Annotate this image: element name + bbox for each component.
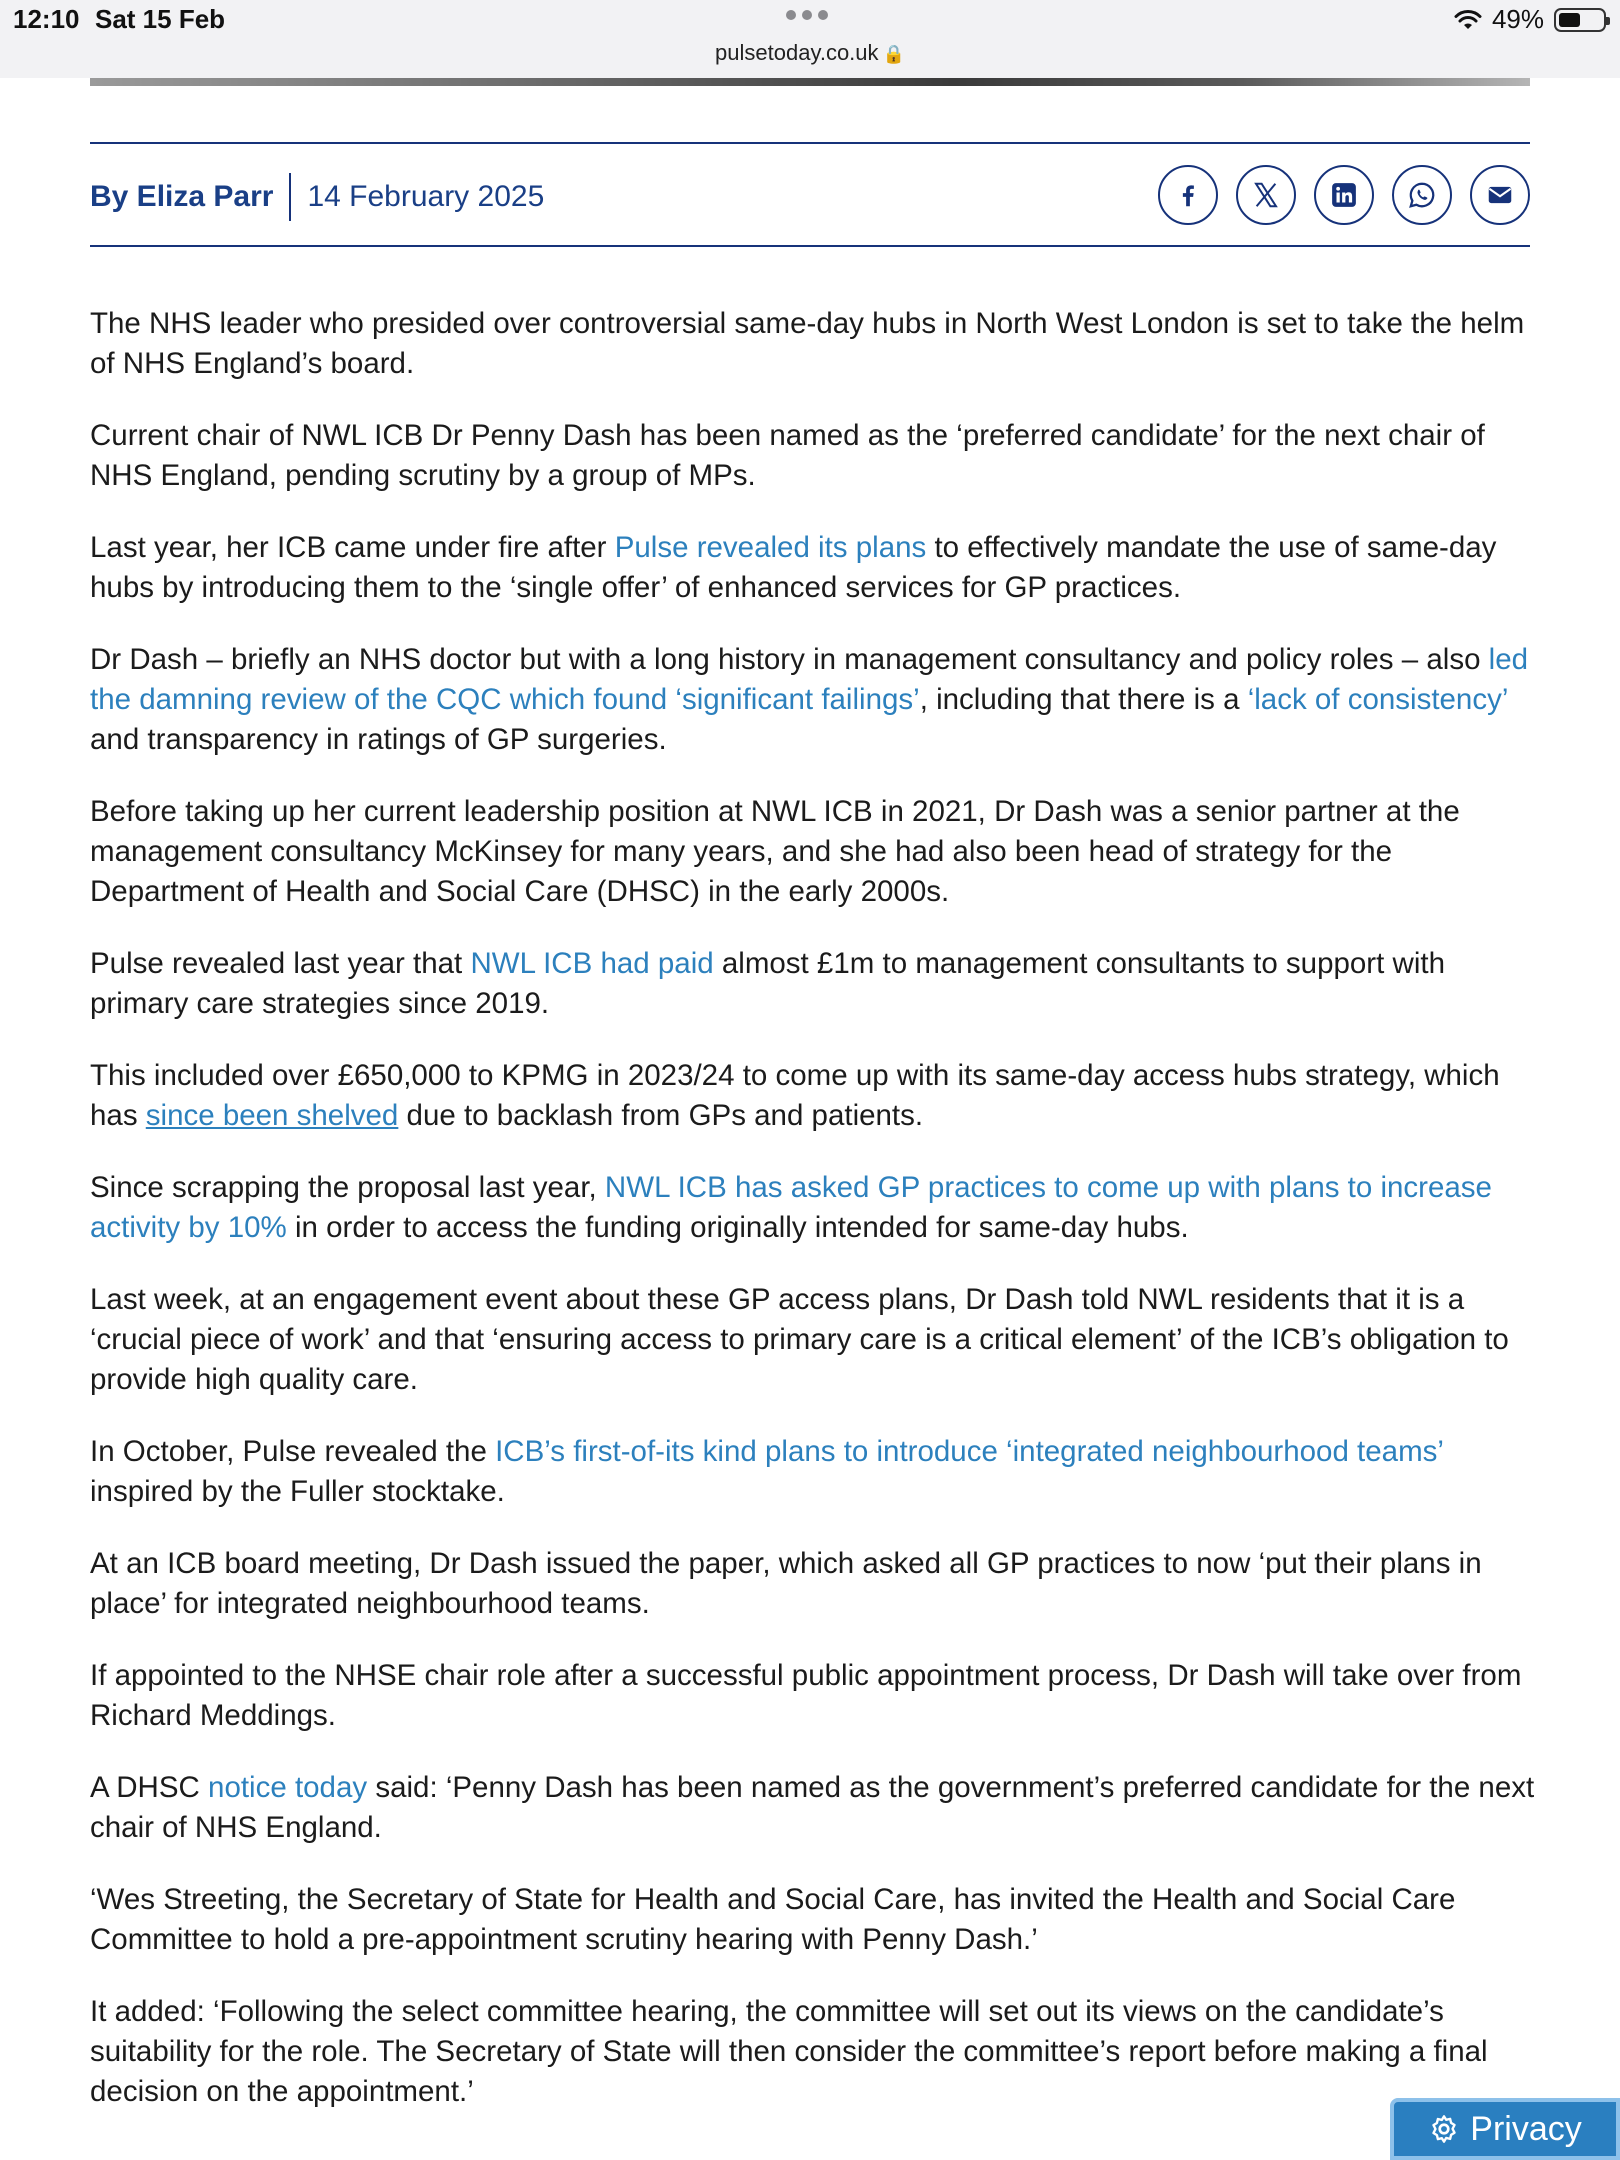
- linkedin-icon: [1329, 180, 1359, 210]
- byline: [90, 172, 544, 222]
- x-icon: [1251, 180, 1281, 210]
- privacy-label: Privacy: [1470, 2109, 1582, 2148]
- article-paragraph: Since scrapping the proposal last year, NWL ICB has asked GP practices to come up with plans to increase activity by 10% in order to access the funding originally intended for same-day hubs.: [90, 1171, 1492, 1244]
- facebook-icon: [1173, 180, 1203, 210]
- share-linkedin-button[interactable]: [1314, 165, 1374, 225]
- article-body: [90, 304, 1540, 2144]
- url-text: pulsetoday.co.uk: [715, 40, 879, 65]
- article-paragraph: In October, Pulse revealed the ICB’s first-of-its kind plans to introduce ‘integrated neighbourhood teams’ inspired by the Fuller stocktake.: [90, 1435, 1443, 1508]
- article-paragraph: A DHSC notice today said: ‘Penny Dash has been named as the government’s preferred candidate for the next chair of NHS England.: [90, 1771, 1535, 1844]
- article-paragraph: It added: ‘Following the select committee hearing, the committee will set out its views on the candidate’s suitability for the role. The Secretary of State will then consider the committee’s report before making a final decision on the appointment.’: [90, 1995, 1488, 2108]
- article-paragraph: Last year, her ICB came under fire after Pulse revealed its plans to effectively mandate the use of same-day hubs by introducing them to the ‘single offer’ of enhanced services for GP practices.: [90, 531, 1497, 604]
- article-paragraph: At an ICB board meeting, Dr Dash issued the paper, which asked all GP practices to now ‘put their plans in place’ for integrated neighbourhood teams.: [90, 1547, 1482, 1620]
- article-paragraph: The NHS leader who presided over controversial same-day hubs in North West London is set to take the helm of NHS England’s board.: [90, 307, 1525, 380]
- article-paragraph: Before taking up her current leadership position at NWL ICB in 2021, Dr Dash was a senior partner at the management consultancy McKinsey for many years, and she had also been head of strategy for the Department of Health and Social Care (DHSC) in the early 2000s.: [90, 795, 1460, 908]
- link-lack-of-consistency[interactable]: ‘lack of consistency’: [1247, 683, 1508, 716]
- address-bar[interactable]: [0, 40, 1620, 66]
- byline-top-rule: [90, 142, 1530, 144]
- link-nwl-icb-paid[interactable]: NWL ICB had paid: [470, 947, 714, 980]
- status-time: 12:10: [13, 4, 80, 34]
- link-increase-activity[interactable]: NWL ICB has asked GP practices to come up with plans to increase activity by 10%: [90, 1171, 1492, 1244]
- gear-icon: [1428, 2113, 1460, 2145]
- article-paragraph: Pulse revealed last year that NWL ICB had paid almost £1m to management consultants to support with primary care strategies since 2019.: [90, 947, 1445, 1020]
- link-since-been-shelved[interactable]: since been shelved: [145, 1099, 399, 1132]
- share-x-button[interactable]: [1236, 165, 1296, 225]
- share-facebook-button[interactable]: [1158, 165, 1218, 225]
- article-paragraph: This included over £650,000 to KPMG in 2023/24 to come up with its same-day access hubs strategy, which has since been shelved due to backlash from GPs and patients.: [90, 1059, 1500, 1132]
- tab-options-icon[interactable]: [786, 10, 828, 20]
- share-whatsapp-button[interactable]: [1392, 165, 1452, 225]
- byline-divider: [289, 173, 291, 221]
- publish-date: 14 February 2025: [307, 180, 545, 213]
- share-email-button[interactable]: [1470, 165, 1530, 225]
- wifi-icon: [1454, 9, 1482, 31]
- article-paragraph: ‘Wes Streeting, the Secretary of State for Health and Social Care, has invited the Health and Social Care Committee to hold a pre-appointment scrutiny hearing with Penny Dash.’: [90, 1883, 1456, 1956]
- article-paragraph: Last week, at an engagement event about these GP access plans, Dr Dash told NWL residents that it is a ‘crucial piece of work’ and that ‘ensuring access to primary care is a critical element’ of the ICB’s obligation to provide high quality care.: [90, 1283, 1509, 1396]
- link-integrated-neighbourhood-teams[interactable]: ICB’s first-of-its kind plans to introduce ‘integrated neighbourhood teams’: [495, 1435, 1443, 1468]
- link-cqc-review[interactable]: led the damning review of the CQC which found ‘significant failings’: [90, 643, 1529, 716]
- author-name[interactable]: By Eliza Parr: [90, 180, 274, 213]
- battery-icon: [1554, 8, 1606, 32]
- whatsapp-icon: [1407, 180, 1437, 210]
- link-pulse-revealed-plans[interactable]: Pulse revealed its plans: [614, 531, 927, 564]
- hero-image-edge: [90, 78, 1530, 86]
- byline-bottom-rule: [90, 245, 1530, 247]
- link-notice-today[interactable]: notice today: [208, 1771, 368, 1804]
- lock-icon: 🔒: [882, 44, 905, 64]
- status-date: Sat 15 Feb: [95, 4, 226, 34]
- article-paragraph: Dr Dash – briefly an NHS doctor but with a long history in management consultancy and policy roles – also led the damning review of the CQC which found ‘significant failings’, including that there is a ‘lack of consistency’ and transparency in ratings of GP surgeries.: [90, 643, 1529, 756]
- share-buttons: [1158, 165, 1530, 225]
- battery-percent: 49%: [1491, 4, 1544, 34]
- privacy-button[interactable]: [1390, 2098, 1620, 2160]
- email-icon: [1485, 180, 1515, 210]
- article-paragraph: If appointed to the NHSE chair role after a successful public appointment process, Dr Dash will take over from Richard Meddings.: [90, 1659, 1522, 1732]
- status-bar: [0, 0, 1620, 78]
- article-paragraph: Current chair of NWL ICB Dr Penny Dash has been named as the ‘preferred candidate’ for the next chair of NHS England, pending scrutiny by a group of MPs.: [90, 419, 1485, 492]
